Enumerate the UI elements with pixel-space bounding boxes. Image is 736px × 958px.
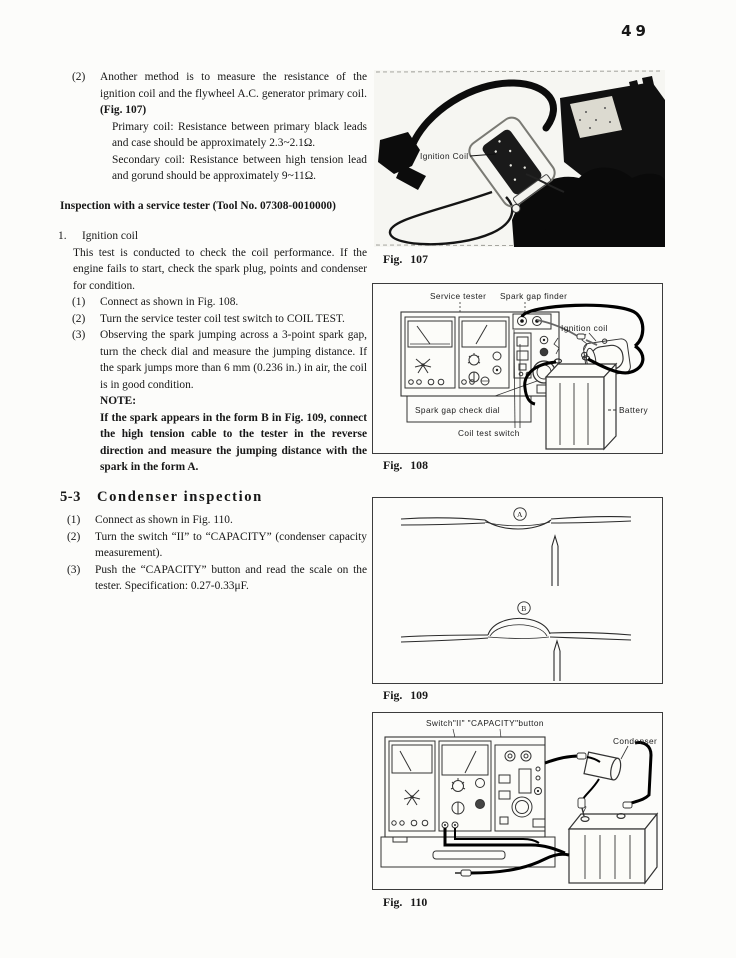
item-number: 1. — [58, 230, 67, 242]
item-ignition-coil — [60, 228, 367, 245]
service-tester-label: Service tester — [430, 291, 487, 301]
step-number: (2) — [72, 312, 86, 325]
step-number: (1) — [72, 296, 86, 308]
fig109-caption: Fig. 109 — [383, 688, 428, 702]
step-text: Observing the spark jumping across a 3-point spark gap, turn the check dial and measure the jumping distance. If the spark jumps more than 6 mm (0.236 in.) in air, the coil is in good condition. — [100, 329, 367, 391]
step-number: (1) — [67, 514, 81, 526]
step-number: (3) — [67, 563, 81, 576]
section-condenser-inspection — [60, 489, 367, 506]
battery-label: Battery — [619, 405, 649, 415]
paragraph-another-method — [60, 69, 367, 119]
tester-heading: Inspection with a service tester (Tool No. 07308-0010000) — [60, 199, 336, 212]
section-title: Condenser inspection — [96, 488, 263, 505]
note-text: If the spark appears in the form B in Fig. 109, connect the high tension cable to the tester in the reverse direction and measure the jumping distance with the spark in the form A. — [100, 411, 367, 473]
fig107-photo — [374, 70, 665, 247]
primary-coil-spec: Primary coil: Resistance between primary black leads and case should be approximately 2.3~2.1Ω. — [112, 120, 367, 149]
switch-capacity-label: Switch"II" "CAPACITY"button — [426, 718, 544, 728]
note-label: NOTE: — [100, 395, 137, 407]
secondary-coil-spec: Secondary coil: Resistance between high tension lead and gorund should be approximately 9~11Ω. — [112, 153, 367, 182]
form-b-label: B — [521, 604, 527, 613]
list-number: (2) — [72, 71, 86, 83]
step-text: Turn the service tester coil test switch to COIL TEST. — [100, 312, 345, 325]
ignition-coil-label: Ignition coil — [561, 323, 608, 333]
fig108-diagram — [372, 283, 663, 454]
step-number: (2) — [67, 530, 81, 543]
ignition-step-3 — [60, 327, 367, 393]
fig110-diagram — [372, 712, 663, 890]
step-text: Push the “CAPACITY” button and read the scale on the tester. Specification: 0.27-0.33μF. — [95, 563, 367, 592]
step-text: Connect as shown in Fig. 108. — [100, 296, 239, 308]
figure-reference: (Fig. 107) — [100, 104, 147, 116]
condenser-step-3 — [60, 562, 367, 595]
condenser-symbol — [584, 752, 622, 781]
form-a-label: A — [517, 510, 523, 519]
step-number: (3) — [72, 329, 86, 341]
condenser-step-1 — [60, 512, 367, 529]
coil-test-switch-label: Coil test switch — [458, 428, 520, 438]
item-title: Ignition coil — [82, 230, 138, 242]
condenser-step-2 — [60, 529, 367, 562]
page-number: 49 — [621, 22, 650, 40]
fig109-diagram — [372, 497, 663, 684]
condenser-label: Condenser — [613, 736, 658, 746]
spark-gap-check-dial-label: Spark gap check dial — [415, 405, 501, 415]
step-text: Turn the switch “II” to “CAPACITY” (condenser capacity measurement). — [95, 530, 367, 559]
spark-gap-finder-label: Spark gap finder — [500, 291, 568, 301]
step-text: Connect as shown in Fig. 110. — [95, 514, 233, 526]
fig110-caption: Fig. 110 — [383, 895, 428, 909]
body-text-column — [60, 69, 367, 595]
ignition-step-2 — [60, 311, 367, 328]
fig107-caption: Fig. 107 — [383, 252, 428, 266]
ignition-step-1 — [60, 294, 367, 311]
paragraph-text: Another method is to measure the resistance of the ignition coil and the flywheel A.C. generator primary coil. — [100, 71, 367, 100]
fig108-caption: Fig. 108 — [383, 458, 428, 472]
ignition-coil-label: Ignition Coil — [420, 151, 469, 161]
section-number: 5-3 — [60, 488, 81, 505]
ignition-intro: This test is conducted to check the coil performance. If the engine fails to start, check the spark plug, points and condenser for condition. — [73, 246, 367, 292]
